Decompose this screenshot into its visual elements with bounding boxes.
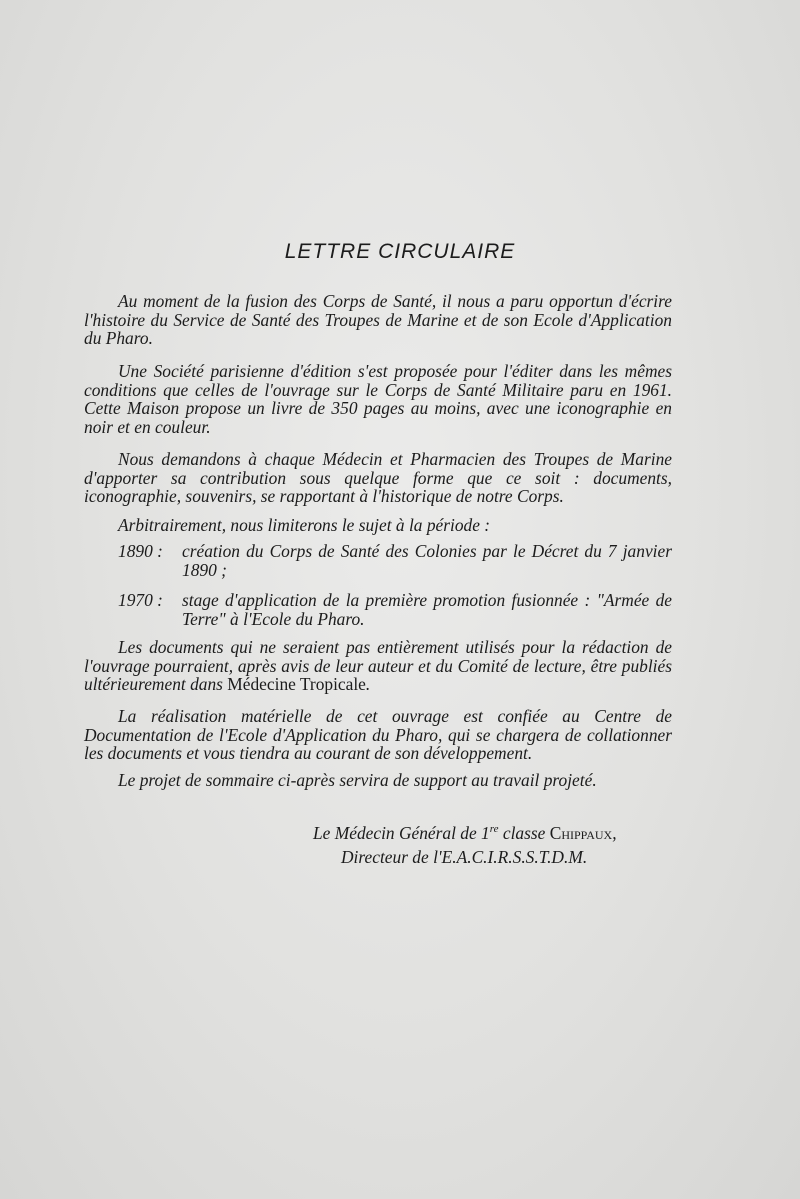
signature-comma: , [612, 823, 617, 843]
paragraph-1: Au moment de la fusion des Corps de Santé, il nous a paru opportun d'écrire l'histoire du Service de Santé des Troupes de Marine et de son Ecole d'Application du Pharo. [84, 291, 672, 349]
signature-line-2: Directeur de l'E.A.C.I.R.S.S.T.D.M. [341, 847, 588, 867]
period-entry-1890 [118, 542, 672, 579]
paragraph-7: Le projet de sommaire ci-après servira de support au travail projeté. [118, 770, 597, 790]
entry-year: 1890 : [118, 541, 163, 561]
paragraph-2: Une Société parisienne d'édition s'est proposée pour l'éditer dans les mêmes conditions que celles de l'ouvrage sur le Corps de Santé Militaire paru en 1961. Cette Maison propose un livre de 350 pages au moins, avec une iconographie en noir et en couleur. [84, 361, 672, 437]
journal-name: Médecine Tropicale [227, 674, 366, 695]
signature-title: Le Médecin Général de 1 [313, 823, 490, 843]
paragraph-4: Arbitrairement, nous limiterons le sujet à la période : [118, 515, 491, 535]
signature-line-1 [313, 824, 617, 843]
paragraph-5-text: Les documents qui ne seraient pas entièrement utilisés pour la rédaction de l'ouvrage pourraient, après avis de leur auteur et du Comité de lecture, être publiés ultérieurement dans [84, 637, 672, 695]
entry-text: création du Corps de Santé des Colonies par le Décret du 7 janvier 1890 ; [182, 541, 672, 580]
paragraph-3: Nous demandons à chaque Médecin et Pharmacien des Troupes de Marine d'apporter sa contribution sous quelque forme que ce soit : documents, iconographie, souvenirs, se rapportant à l'historique de notre Corps. [84, 449, 672, 507]
paragraph-5-end: . [365, 674, 371, 695]
entry-year: 1970 : [118, 590, 163, 610]
signature-class: classe [498, 823, 550, 843]
document-title: LETTRE CIRCULAIRE [284, 240, 516, 263]
signature-superscript: re [489, 823, 499, 836]
period-entry-1970 [118, 591, 672, 628]
paragraph-5 [84, 638, 672, 694]
paragraph-6: La réalisation matérielle de cet ouvrage est confiée au Centre de Documentation de l'Ecole d'Application du Pharo, qui se chargera de collationner les documents et vous tiendra au courant de son développement. [84, 706, 672, 764]
entry-text: stage d'application de la première promotion fusionnée : "Armée de Terre" à l'Ecole du Pharo. [182, 590, 672, 629]
signature-name: Chippaux [549, 823, 613, 843]
